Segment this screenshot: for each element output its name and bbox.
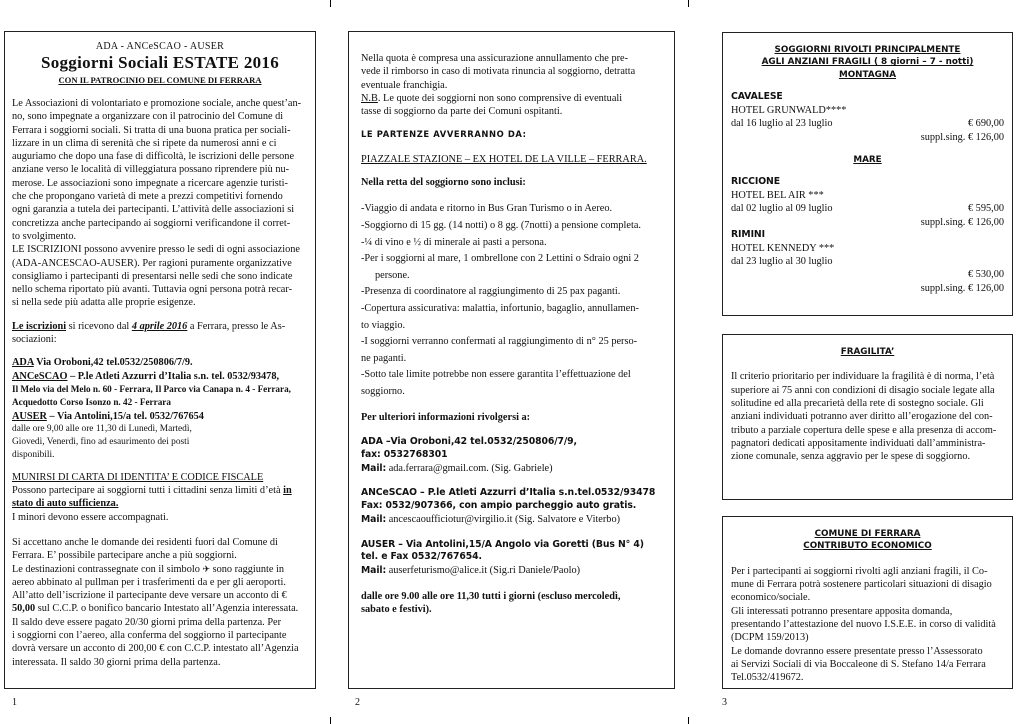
panel-fragility — [722, 334, 1013, 500]
org-names: ADA - ANCeSCAO - AUSER — [95, 41, 225, 52]
fragility-text: Il criterio prioritario per individuare la fragilità è di norma, l’età superiore ai 75 anni con condizioni di disagio sociale legate alla solitudine ed alla precarietà della rete di sostegno sociale. Gli anziani individuati potranno aver diritto all’erogazione del con- tributo a parziale copertura delle spese e alla presenza di accom- pagnatori dedicati appositamente individuati dall’amministra- zione comunale, senza aggravio per le spese di soggiorno. — [731, 371, 997, 463]
stay-cavalese: CAVALESE HOTEL GRUNWALD**** dal 16 luglio al 23 luglio € 690,00 suppl.sing. € 126,00 — [731, 91, 1004, 143]
crop-mark — [688, 0, 689, 7]
included-list: -Viaggio di andata e ritorno in Bus Gran Turismo o in Aereo. -Soggiorno di 15 gg. (14 notti) o 8 gg. (7notti) a pensione completa. -¼ di vino e ½ di minerale ai pasti a persona. -Per i soggiorni al mare, 1 ombrellone con 2 Lettini o Sdraio ogni 2 persone. -Presenza di coordinatore al raggiungimento di 25 pax paganti. -Copertura assicurativa: malattia, infortunio, bagaglio, annullamen- to viaggio. -I soggiorni verranno confermati al raggiungimento di n° 25 perso- ne paganti. -Sotto tale limite potrebbe non essere garantita l’effettuazione del soggiorno. — [361, 203, 641, 398]
contact-auser: AUSER – Via Antolini,15/A Angolo via Goretti (Bus N° 4) tel. e Fax 0532/767654. Mail: auserfeturismo@alice.it (Sig.ri Daniele/Paolo) — [361, 538, 644, 577]
insurance-text: Nella quota è compresa una assicurazione annullamento che pre- vede il rimborso in caso di motivata rinuncia al soggiorno, detratta eventuale franchigia. N.B. Le quote dei soggiorni non sono comprensive di eventuali tasse di soggiorno da parte dei Comuni ospitanti. — [361, 53, 636, 118]
panel-intro — [4, 31, 316, 689]
page-number: 3 — [722, 697, 727, 708]
contact-ancescao: ANCeSCAO – P.le Atleti Azzurri d’Italia s.n.tel.0532/93478 Fax: 0532/907366, con ampio parcheggio auto gratis. Mail: ancescaoufficiotur@virgilio.it (Sig. Salvatore e Viterbo) — [361, 487, 656, 525]
page-number: 1 — [12, 697, 17, 708]
patronage-line: CON IL PATROCINIO DEL COMUNE DI FERRARA — [58, 75, 262, 85]
offices-list: ADA Via Oroboni,42 tel.0532/250806/7/9. ANCeSCAO – P.le Atleti Azzurri d’Italia s.n. tel. 0532/93478, Il Melo via del Melo n. 60 - Ferrara, Il Parco via Canapa n. 4 - Ferrara, Acquedotto Corso Isonzo n. 42 - Ferrara AUSER – Via Antolini,15/a tel. 0532/767654 dalle ore 9,00 alle ore 11,30 di Lunedì, Martedì, Giovedì, Venerdì, fino ad esaurimento dei posti disponibili. — [12, 357, 291, 461]
page-number: 2 — [355, 697, 360, 708]
crop-mark — [330, 717, 331, 724]
contact-ada: ADA –Via Oroboni,42 tel.0532/250806/7/9, fax: 0532768301 Mail: ada.ferrara@gmail.com. (Sig. Gabriele) — [361, 435, 577, 474]
stay-riccione: RICCIONE HOTEL BEL AIR *** dal 02 luglio al 09 luglio € 595,00 suppl.sing. € 126,00 — [731, 176, 1004, 228]
stays-heading: SOGGIORNI RIVOLTI PRINCIPALMENTE — [774, 45, 961, 55]
panel-details — [348, 31, 675, 689]
fragility-heading: FRAGILITA’ — [840, 347, 895, 357]
contribution-heading: COMUNE DI FERRARA — [814, 529, 921, 539]
crop-mark — [688, 717, 689, 724]
included-heading: Nella retta del soggiorno sono inclusi: — [361, 177, 526, 189]
crop-mark — [330, 0, 331, 7]
payment-info: Si accettano anche le domande dei residenti fuori dal Comune di Ferrara. E’ possibile partecipare anche a più soggiorni. Le destinazioni contrassegnate con il simbolo ✈ sono raggiunte in aereo abbinato al pullman per i trasferimenti da e per gli aeroporti. All’atto dell’iscrizione il partecipante deve versare un acconto di € 50,00 sul C.C.P. o bonifico bancario Intestato all’Agenzia interessata. Il saldo deve essere pagato 20/30 giorni prima della partenza. Per i soggiorni con l’aereo, alla conferma del soggiorno il partecipante dovrà versare un acconto di 200,00 € con C.C.P. intestato all’Agenzia interessata. Il saldo 30 giorni prima della partenza. — [12, 536, 299, 668]
intro-text: Le Associazioni di volontariato e promozione sociale, anche quest’an- no, sono impegnate a organizzare con il patrocinio del Comune di Ferrara i soggiorni sociali. Si tratta di una buona pratica per sociali- lizzare in un clima di serenità che si ripete da numerosi anni e ci auguriamo che dopo una fase di difficoltà, le iscrizioni delle persone anziane verso le località di villeggiatura possano riprendere più nu- merose. Le associazioni sono impegnate a ricercare agenzie turisti- che che propongano varietà di mete a prezzi competitivi fornendo ogni garanzia a tutela dei partecipanti. L’attività delle associazioni si concretizza anche partecipando ai soggiorni verificandone il corret- to svolgimento. LE ISCRIZIONI possono avvenire presso le sedi di ogni associazione (ADA-ANCESCAO-AUSER). Per ragioni puramente organizzative consigliamo i partecipanti di presentarsi nelle sedi che sono indicate nello schema riportato più avanti. Tuttavia ogni persona potrà recar- si nella sede più adatta alle proprie esigenze. — [12, 98, 302, 309]
contribution-text: Per i partecipanti ai soggiorni rivolti agli anziani fragili, il Co- mune di Ferrara potrà sostenere particolari situazioni di disagio economico/sociale. Gli interessati potranno presentare apposita domanda, presentando l’attestazione del nuovo I.S.E.E. in corso di validità (DCPM 159/2013) Le domande dovranno essere presentate presso l’Assessorato ai Servizi Sociali di via Boccaleone di S. Stefano 14/a Ferrara Tel.0532/419672. — [731, 565, 996, 684]
contacts-heading: Per ulteriori informazioni rivolgersi a: — [361, 411, 531, 423]
panel-stays: SOGGIORNI RIVOLTI PRINCIPALMENTE AGLI ANZIANI FRAGILI ( 8 giorni – 7 - notti) MONTAGNA CAVALESE HOTEL GRUNWALD**** dal 16 luglio al 23 luglio € 690,00 suppl.sing. € 126,00 MARE RICCIONE HOTEL BEL AIR *** dal 02 luglio al 09 luglio € 595,00 suppl.sing. € 126,00 RIMINI HOTEL KENNEDY *** dal 23 luglio al 30 luglio € 530,00 suppl.sing. € 126,00 — [722, 32, 1013, 316]
airplane-icon: ✈ — [202, 563, 210, 574]
departures-heading: LE PARTENZE AVVERRANNO DA: — [361, 129, 527, 140]
panel-contribution: COMUNE DI FERRARA CONTRIBUTO ECONOMICO Per i partecipanti ai soggiorni rivolti agli anziani fragili, il Co- mune di Ferrara potrà sostenere particolari situazioni di disagio economico/sociale. Gli interessati potranno presentare apposita domanda, presentando l’attestazione del nuovo I.S.E.E. in corso di validità (DCPM 159/2013) Le domande dovranno essere presentate presso l’Assessorato ai Servizi Sociali di via Boccaleone di S. Stefano 14/a Ferrara Tel.0532/419672. — [722, 516, 1013, 689]
sea-heading: MARE — [853, 154, 882, 165]
requirements: MUNIRSI DI CARTA DI IDENTITA’ E CODICE FISCALE Possono partecipare ai soggiorni tutti i cittadini senza limiti d’età in stato di auto sufficienza. I minori devono essere accompagnati. — [12, 471, 292, 523]
stay-rimini: RIMINI HOTEL KENNEDY *** dal 23 luglio al 30 luglio € 530,00 suppl.sing. € 126,00 — [731, 229, 1004, 294]
departure-place: PIAZZALE STAZIONE – EX HOTEL DE LA VILLE – FERRARA. — [361, 153, 647, 165]
office-hours: dalle ore 9.00 alle ore 11,30 tutti i giorni (escluso mercoledì, sabato e festivi). — [361, 591, 621, 616]
page-title: Soggiorni Sociali ESTATE 2016 — [40, 53, 280, 72]
registration-dates: Le iscrizioni si ricevono dal 4 aprile 2016 a Ferrara, presso le As- sociazioni: — [12, 320, 286, 346]
